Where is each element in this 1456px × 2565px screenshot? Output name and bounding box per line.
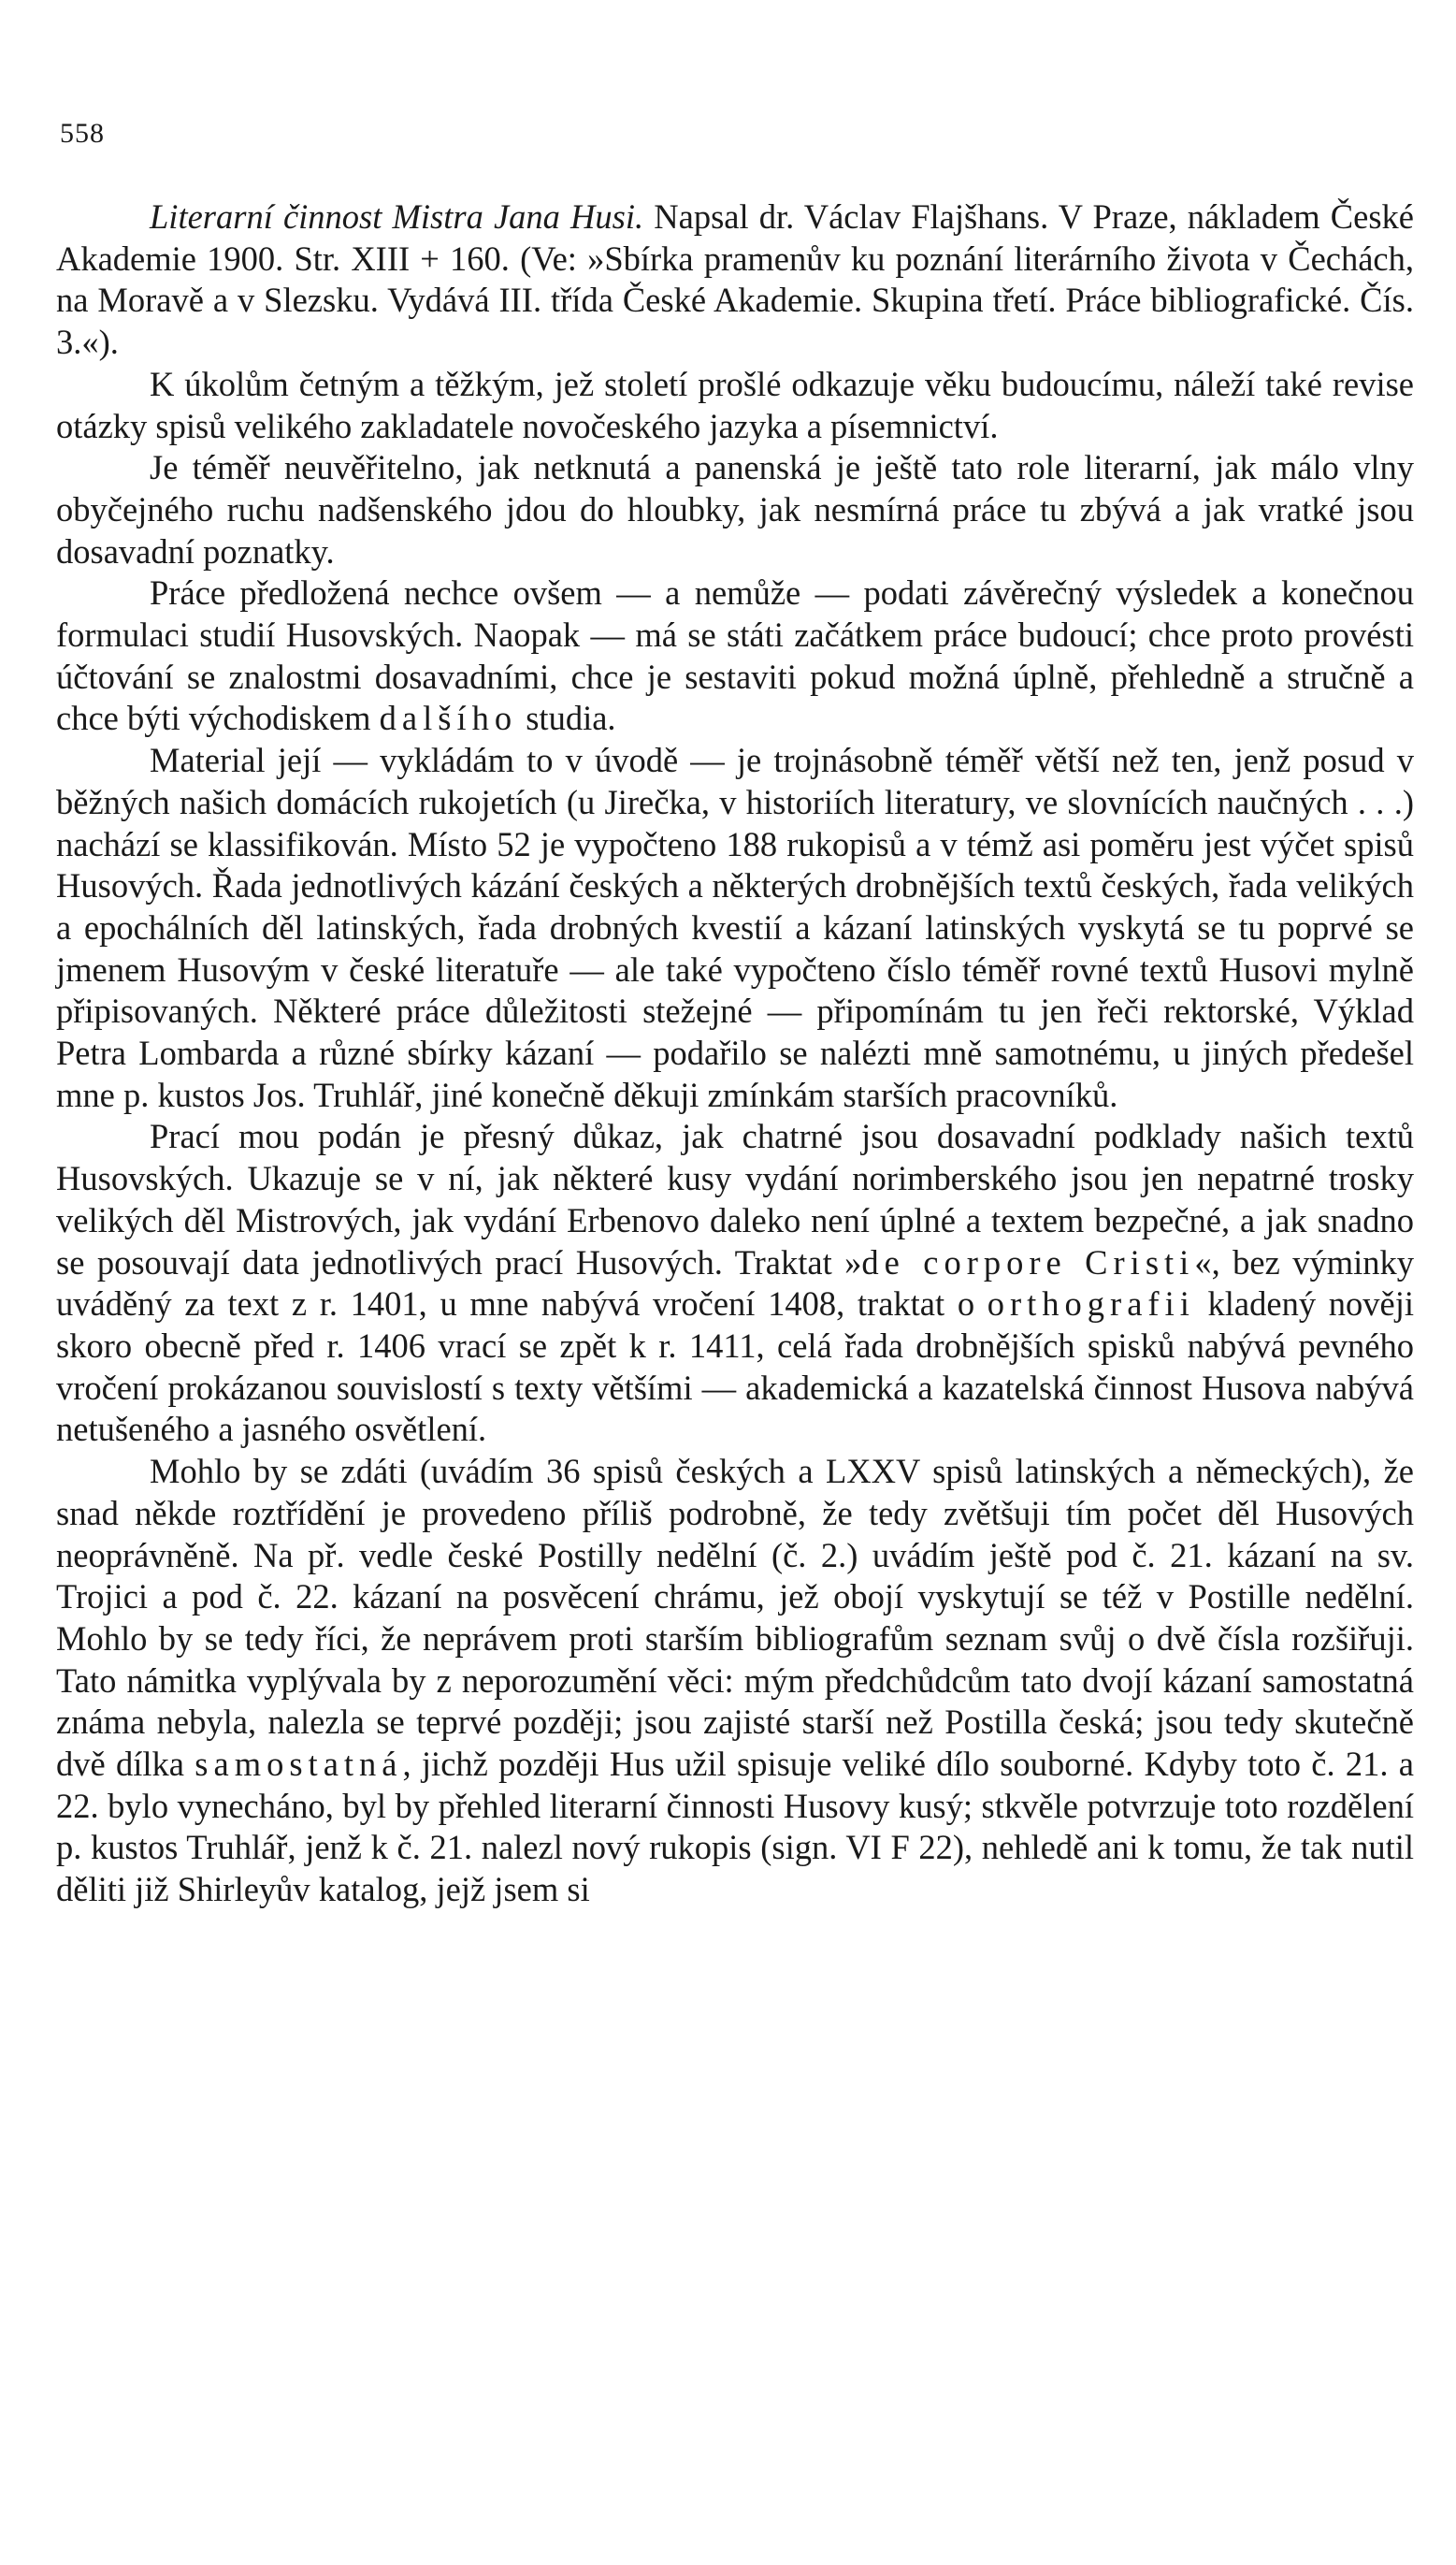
paragraph-text: kladený nověji skoro obecně před r. 1406 vrací se zpět k r. 1411, celá řada drobnějších spisků nabývá pevného vročení prokázanou souvislostí s texty většími — akademická a kazatelská činnost Husova nabývá netušeného a jasného osvětlení.	[56, 1284, 1414, 1449]
review-citation-paragraph	[56, 196, 1414, 364]
spaced-emphasis: orthografii	[987, 1284, 1195, 1324]
spaced-emphasis: de corpore Cristi	[861, 1242, 1195, 1282]
paragraph-text: Prací mou podán je přesný důkaz, jak chatrné jsou dosavadní podklady našich textů Husovských. Ukazuje se v ní, jak některé kusy vydání norimberského jsou jen nepatrné trosky velikých děl Mistrových, jak vydání Erbenovo daleko není úplné a textem bezpečné, a jak snadno se posouvají data jednotlivých prací Husových. Traktat »	[56, 1117, 1414, 1282]
paragraph-6	[56, 1451, 1414, 1911]
paragraph-5	[56, 1116, 1414, 1451]
paragraph-text: K úkolům četným a těžkým, jež století prošlé odkazuje věku budoucímu, náleží také revise otázky spisů velikého zakladatele novočeského jazyka a písemnictví.	[56, 364, 1414, 445]
paragraph-text: Mohlo by se zdáti (uvádím 36 spisů českých a LXXV spisů latinských a německých), že snad někde roztřídění je provedeno příliš podrobně, že tedy zvětšuji tím počet děl Husových neoprávněně. Na př. vedle české Postilly nedělní (č. 2.) uvádím ještě pod č. 21. kázaní na sv. Trojici a pod č. 22. kázaní na posvěcení chrámu, jež obojí vyskytují se též v Postille nedělní. Mohlo by se tedy říci, že neprávem proti starším bibliografům seznam svůj o dvě čísla rozšiřuji. Tato námitka vyplývala by z neporozumění věci: mým předchůdcům tato dvojí kázaní samostatná známa nebyla, nalezla se teprvé později; jsou zajisté starší než Postilla česká; jsou tedy skutečně dvě dílka	[56, 1452, 1414, 1784]
page-number: 558	[60, 118, 105, 149]
paragraph-text: Material její — vykládám to v úvodě — je trojnásobně téměř větší než ten, jenž posud v běžných našich domácích rukojetích (u Jirečka, v historiích literatury, ve slovnících naučných . . .) nachází se klassifikován. Místo 52 je vypočteno 188 rukopisů a v témž asi poměru jest výčet spisů Husových. Řada jednotlivých kázání českých a některých drobnějších textů českých, řada velikých a epochálních děl latinských, řada drobných kvestií a kázaní latinských vyskytá se tu poprvé se jmenem Husovým v české literatuře — ale také vypočteno číslo téměř rovné textů Husovi mylně připisovaných. Některé práce důležitosti stežejné — připomínám tu jen řeči rektorské, Výklad Petra Lombarda a různé sbírky kázaní — podařilo se nalézti mně samotnému, u jiných předešel mne p. kustos Jos. Truhlář, jiné konečně děkuji zmínkám starších pracovníků.	[56, 741, 1414, 1114]
spaced-emphasis: samostatná	[195, 1745, 403, 1784]
paragraph-text: Je téměř neuvěřitelno, jak netknutá a panenská je ještě tato role literarní, jak málo vlny obyčejného ruchu nadšenského jdou do hloubky, jak nesmírná práce tu zbývá a jak vratké jsou dosavadní poznatky.	[56, 448, 1414, 571]
book-title: Literarní činnost Mistra Jana Husi.	[150, 197, 644, 236]
paragraph-1	[56, 364, 1414, 447]
review-text	[56, 196, 1414, 1911]
paragraph-text: studia.	[517, 699, 616, 738]
book-citation: Napsal dr. Václav Flajšhans. V Praze, nákladem České Akademie 1900. Str. XIII + 160. (Ve: »Sbírka pramenův ku poznání literárního života v Čechách, na Moravě a v Slezsku. Vydává III. třída České Akademie. Skupina třetí. Práce bibliografické. Čís. 3.«).	[56, 197, 1414, 362]
paragraph-3	[56, 572, 1414, 740]
paragraph-text: Práce předložená nechce ovšem — a nemůže — podati závěrečný výsledek a konečnou formulaci studií Husovských. Naopak — má se státi začátkem práce budoucí; chce proto provésti účtování se znalostmi dosavadními, chce je sestaviti pokud možná úplně, přehledně a stručně a chce býti východiskem	[56, 573, 1414, 738]
paragraph-text: «, bez výminky uváděný za text z r. 1401, u mne nabývá vročení 1408, traktat o	[56, 1242, 1414, 1324]
paragraph-4	[56, 740, 1414, 1116]
paragraph-2	[56, 447, 1414, 572]
paragraph-text: , jichž později Hus užil spisuje veliké dílo souborné. Kdyby toto č. 21. a 22. bylo vynecháno, byl by přehled literarní činnosti Husovy kusý; stkvěle potvrzuje toto rozdělení p. kustos Truhlář, jenž k č. 21. nalezl nový rukopis (sign. VI F 22), nehledě ani k tomu, že tak nutil děliti již Shirleyův katalog, jejž jsem si	[56, 1745, 1415, 1909]
spaced-emphasis: dalšího	[379, 699, 518, 738]
